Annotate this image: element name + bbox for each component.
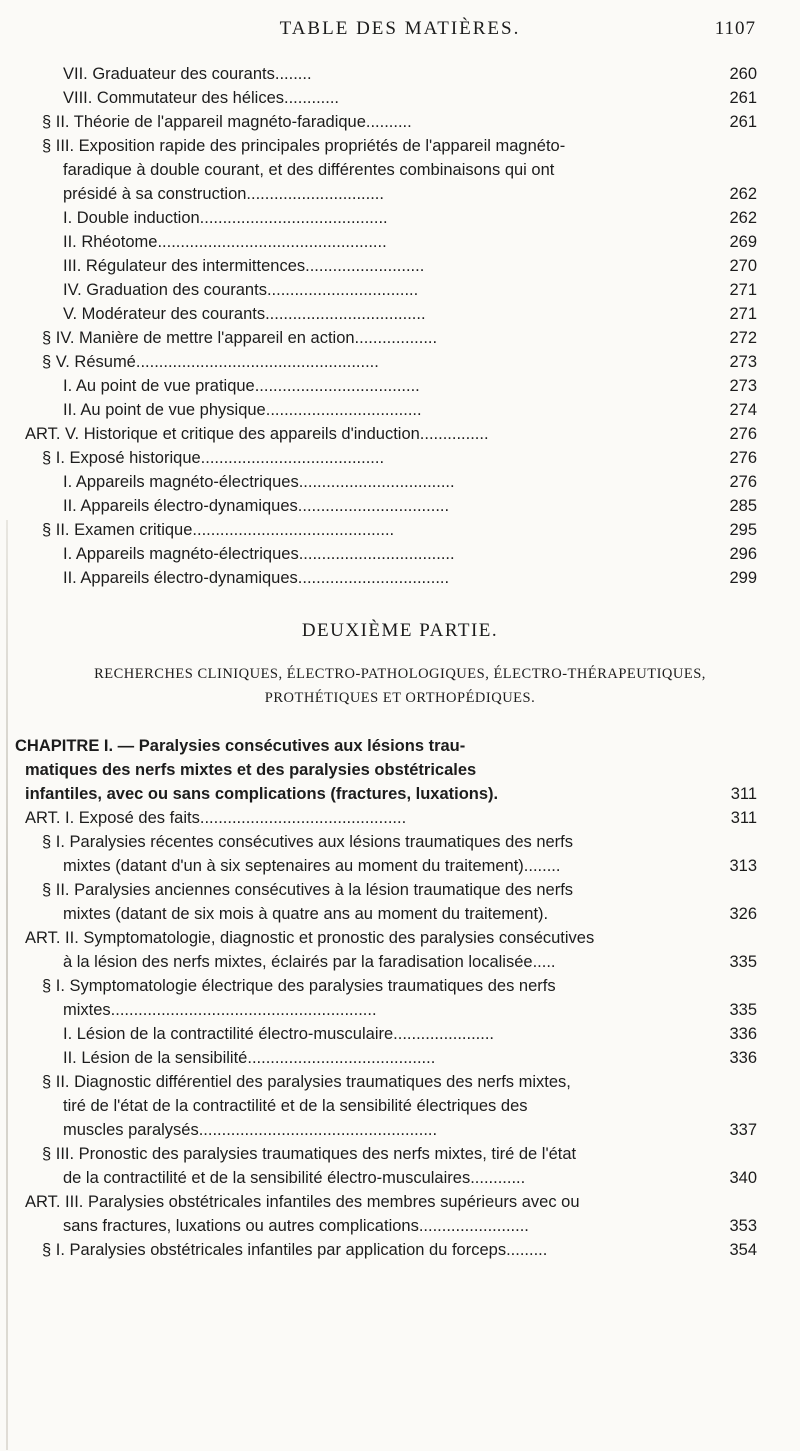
chapter-line-2: matiques des nerfs mixtes et des paralysies obstétricales xyxy=(25,761,477,779)
page-header xyxy=(0,14,800,44)
book-page: TABLE DES MATIÈRES. 1107 VII. Graduateur des courants........ 260 VIII. Commutateur des hélices............ 261 § II. Théorie de l'appareil magnéto-faradique.......... 261 § III. Exposition rapide des principales propriétés de l'appareil magnéto- faradique à double courant, et des différentes combinaisons qui ont présidé à sa construction.............................. 262 I. Double induction......................................... 262 II. Rhéotome.................................................. 269 III. Régulateur des intermittences.......................... 270 IV. Graduation des courants................................. 271 V. Modérateur des courants................................... 271 § IV. Manière de mettre l'appareil en action.................. 272 § V. Résumé..................................................... 273 I. Au point de vue pratique.................................... 273 II. Au point de vue physique.................................. 274 ART. V. Historique et critique des appareils d'induction............... 276 § I. Exposé historique........................................ 276 I. Appareils magnéto-électriques.................................. 276 II. Appareils électro-dynamiques................................. 285 § II. Examen critique............................................ 295 I. Appareils magnéto-électriques.................................. 296 II. Appareils électro-dynamiques................................. 299 DEUXIÈME PARTIE. RECHERCHES CLINIQUES, ÉLECTRO-PATHOLOGIQUES, ÉLECTRO-THÉRAPEUTIQUES, PROTHÉTIQUES ET ORTHOPÉDIQUES. CHAPITRE I. — Paralysies consécutives aux lésions trau- matiques des nerfs mixtes et des paralysies obstétricales infantiles, avec ou sans complications (fractures, luxations). 311 ART. I. Exposé des faits............................................. 311 § I. Paralysies récentes consécutives aux lésions traumatiques des nerfs mixtes (datant d'un à six septenaires au moment du traitement)........ 313 § II. Paralysies anciennes consécutives à la lésion traumatique des nerfs mixtes (datant de six mois à quatre ans au moment du traitement). 326 ART. II. Symptomatologie, diagnostic et pronostic des paralysies consécutives à la lésion des nerfs mixtes, éclairés par la faradisation localisée..... 335 § I. Symptomatologie électrique des paralysies traumatiques des nerfs mixtes.......................................................... 335 I. Lésion de la contractilité électro-musculaire...................... 336 II. Lésion de la sensibilité......................................... 336 § II. Diagnostic différentiel des paralysies traumatiques des nerfs mixtes, tiré de l'état de la contractilité et de la sensibilité électriques des muscles paralysés.................................................... 337 § III. Pronostic des paralysies traumatiques des nerfs mixtes, tiré de l'état de la contractilité et de la sensibilité électro-musculaires............ 340 ART. III. Paralysies obstétricales infantiles des membres supérieurs avec ou sans fractures, luxations ou autres complications........................ 353 § I. Paralysies obstétricales infantiles par application du forceps......... 354 xyxy=(0,0,800,1451)
chapter-page: 311 xyxy=(730,785,757,803)
page-edge-shadow xyxy=(6,520,8,1450)
running-title: TABLE DES MATIÈRES. xyxy=(279,18,521,39)
part-subtitle-line-1: RECHERCHES CLINIQUES, ÉLECTRO-PATHOLOGIQUES, ÉLECTRO-THÉRAPEUTIQUES, xyxy=(94,666,706,682)
chapter-line-3: infantiles, avec ou sans complications (fractures, luxations). xyxy=(25,785,499,803)
part-heading: DEUXIÈME PARTIE. xyxy=(301,620,499,641)
part-subtitle-line-2: PROTHÉTIQUES ET ORTHOPÉDIQUES. xyxy=(264,690,536,706)
page-number: 1107 xyxy=(714,18,756,39)
chapter-heading xyxy=(15,734,757,806)
chapter-line-1: CHAPITRE I. — Paralysies consécutives aux lésions trau- xyxy=(15,737,466,755)
